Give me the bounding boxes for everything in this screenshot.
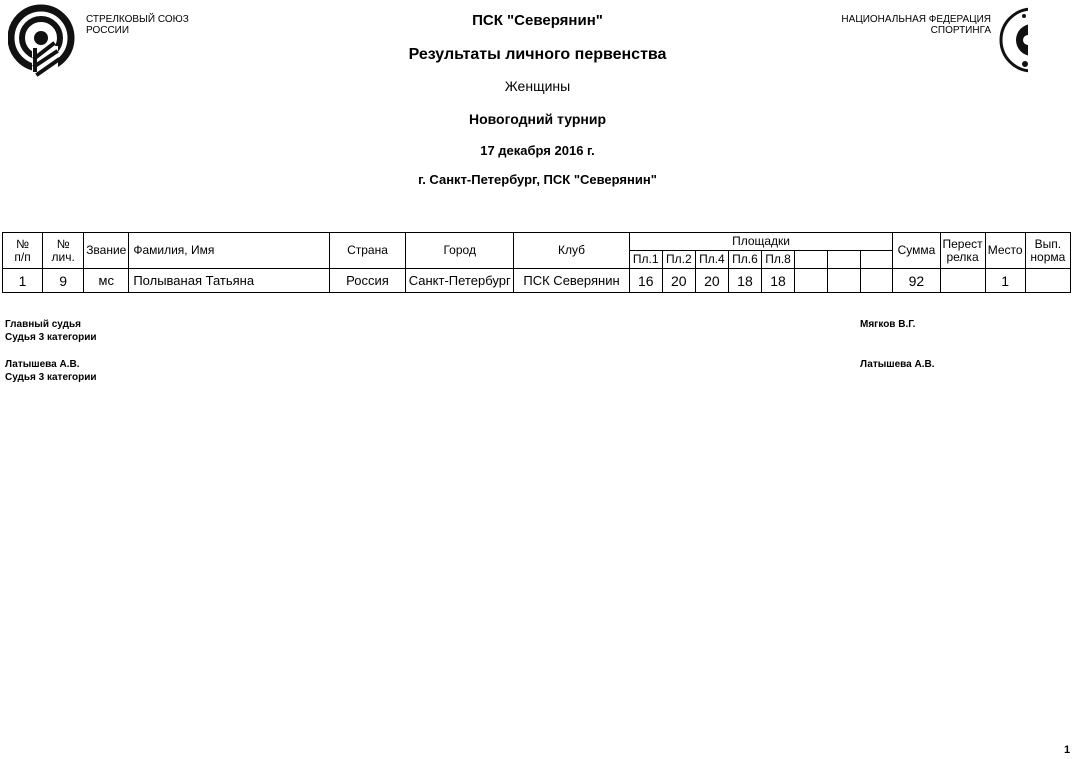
table-header-row (3, 233, 1071, 251)
tournament-title: Новогодний турнир (468, 111, 607, 127)
cell-place: 1 (985, 269, 1025, 293)
col-rank: Звание (84, 233, 129, 269)
col-bib (43, 233, 84, 269)
col-shootoff-line2: релка (946, 249, 979, 264)
range-label: Пл.8 (762, 251, 795, 269)
col-country: Страна (329, 233, 405, 269)
results-table (2, 232, 1071, 293)
col-name: Фамилия, Имя (129, 233, 330, 269)
cell-score: 20 (695, 269, 728, 293)
chief-judge-title: Главный судья (5, 319, 81, 330)
range-label (828, 251, 861, 269)
range-label: Пл.6 (728, 251, 761, 269)
col-num-line1: № (16, 236, 29, 251)
org-left-line1: СТРЕЛКОВЫЙ СОЮЗ (86, 14, 189, 25)
col-shootoff (940, 233, 985, 269)
secretary-label: Латышева А.В. (5, 359, 80, 370)
org-right-line2: СПОРТИНГА (930, 25, 991, 36)
col-norm-line1: Вып. (1034, 236, 1062, 251)
cell-club: ПСК Северянин (514, 269, 629, 293)
cell-norm (1025, 269, 1070, 293)
cell-city: Санкт-Петербург (406, 269, 514, 293)
col-place: Место (985, 233, 1025, 269)
cell-rank: мс (84, 269, 129, 293)
range-label: Пл.2 (662, 251, 695, 269)
col-bib-line2: лич. (51, 249, 75, 264)
chief-judge-name: Мягков В.Г. (860, 319, 916, 330)
cell-score (795, 269, 828, 293)
chief-judge-category: Судья 3 категории (5, 332, 97, 343)
cell-bib: 9 (43, 269, 84, 293)
col-norm-line2: норма (1030, 249, 1066, 264)
col-num-line2: п/п (14, 249, 31, 264)
org-right-line1: НАЦИОНАЛЬНАЯ ФЕДЕРАЦИЯ (841, 14, 991, 25)
col-club: Клуб (514, 233, 629, 269)
col-num (3, 233, 43, 269)
range-label (861, 251, 893, 269)
col-ranges: Площадки (629, 233, 893, 251)
col-city: Город (406, 233, 514, 269)
cell-score (828, 269, 861, 293)
cell-country: Россия (329, 269, 405, 293)
cell-score: 16 (629, 269, 662, 293)
col-bib-line1: № (56, 236, 70, 251)
cell-score: 18 (728, 269, 761, 293)
col-sum: Сумма (893, 233, 940, 269)
cell-num: 1 (3, 269, 43, 293)
cell-sum: 92 (893, 269, 940, 293)
cell-score (861, 269, 893, 293)
event-location: г. Санкт-Петербург, ПСК "Северянин" (418, 172, 657, 187)
table-row (3, 269, 1071, 293)
col-shootoff-line1: Перест (942, 236, 983, 251)
event-date: 17 декабря 2016 г. (480, 143, 595, 158)
cell-shootoff (940, 269, 985, 293)
range-label: Пл.4 (695, 251, 728, 269)
cell-score: 18 (762, 269, 795, 293)
range-label (795, 251, 828, 269)
secretary-name: Латышева А.В. (860, 359, 935, 370)
results-title: Результаты личного первенства (408, 46, 667, 63)
secretary-category: Судья 3 категории (5, 372, 97, 383)
cell-name: Полываная Татьяна (129, 269, 330, 293)
category-title: Женщины (504, 78, 571, 94)
range-label: Пл.1 (629, 251, 662, 269)
cell-score: 20 (662, 269, 695, 293)
org-left-line2: РОССИИ (86, 25, 130, 36)
page-number: 1 (1064, 744, 1071, 756)
club-title: ПСК "Северянин" (472, 12, 603, 29)
col-norm (1025, 233, 1070, 269)
